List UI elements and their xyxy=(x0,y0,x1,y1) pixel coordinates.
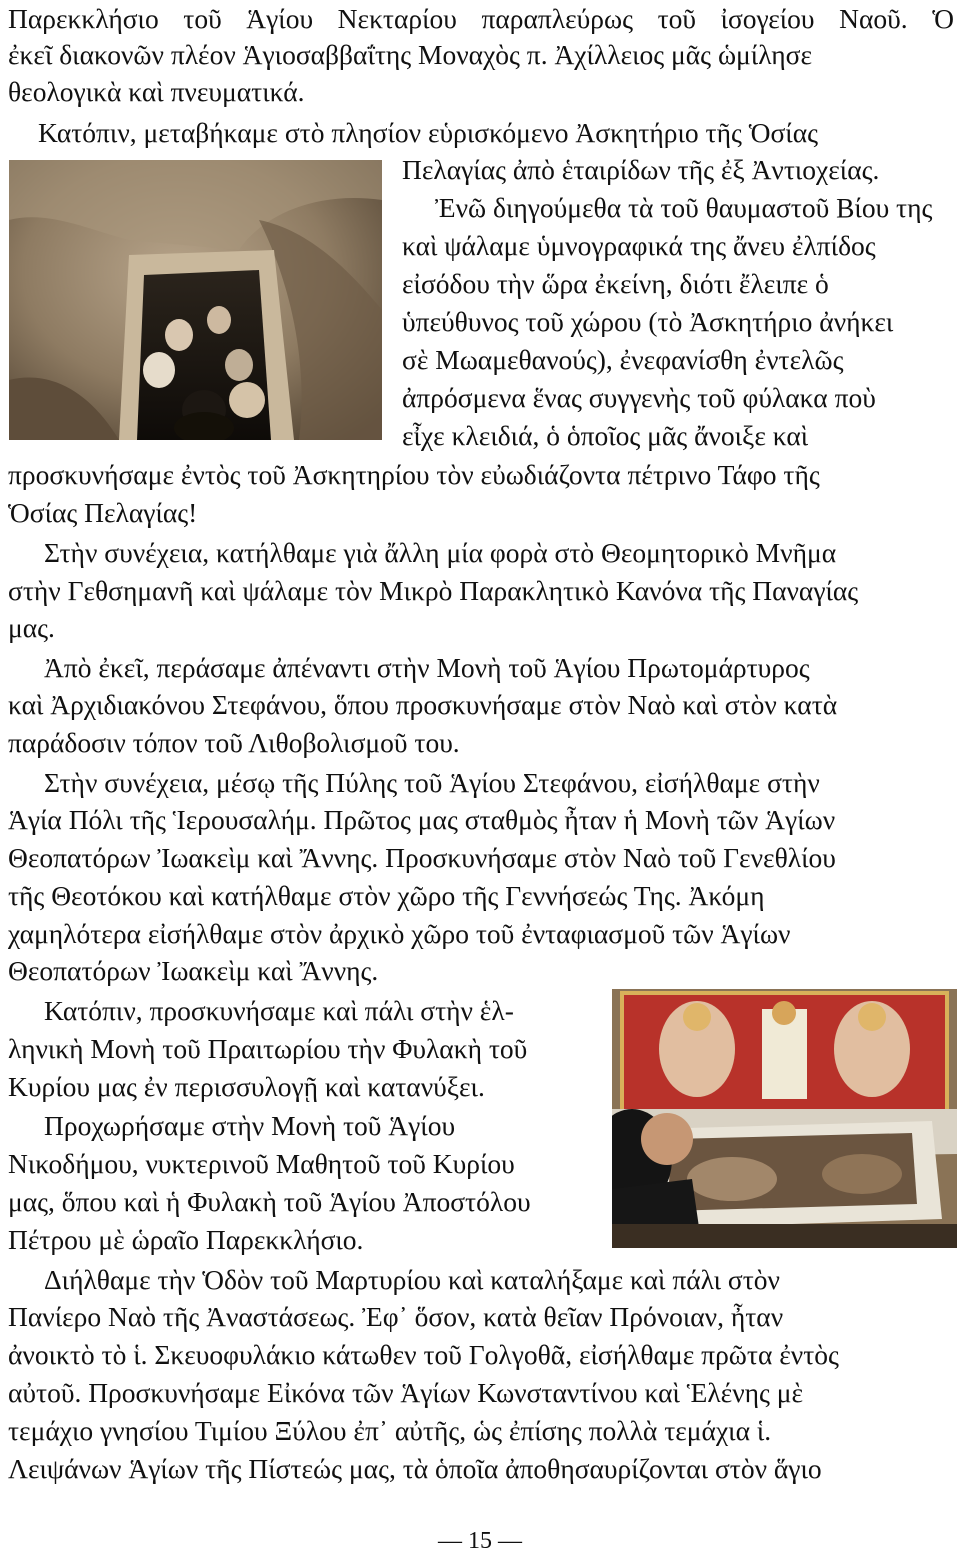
text-line xyxy=(8,1221,363,1259)
line-text: Κατόπιν, προσκυνήσαμε καὶ πάλι στὴν ἑλ- xyxy=(44,995,514,1026)
cave-photo xyxy=(9,160,382,440)
line-text: τεμάχιο γνησίου Τιμίου Ξύλου ἐπ᾽ αὐτῆς, ὡς ἐπίσης πολλὰ τεμάχια ἱ. xyxy=(8,1415,772,1446)
line-text: Προχωρήσαμε στὴν Μονὴ τοῦ Ἁγίου xyxy=(44,1110,456,1141)
line-text: προσκυνήσαμε ἐντὸς τοῦ Ἀσκητηρίου τὸν εὐωδιάζοντα πέτρινο Τάφο τῆς xyxy=(8,459,820,490)
text-line xyxy=(402,379,954,417)
text-line xyxy=(8,1030,596,1068)
text-line xyxy=(44,1107,596,1145)
text-line xyxy=(402,303,954,341)
text-line xyxy=(38,114,954,152)
text-line xyxy=(8,36,954,74)
line-text: τῆς Θεοτόκου καὶ κατήλθαμε στὸν χῶρο τῆς Γεννήσεώς Της. Ἀκόμη xyxy=(8,880,765,911)
text-line xyxy=(8,1412,954,1450)
line-text: ληνικὴ Μονὴ τοῦ Πραιτωρίου τὴν Φυλακὴ τοῦ xyxy=(8,1033,528,1064)
line-text: θεολογικὰ καὶ πνευματικά. xyxy=(8,76,305,107)
text-line xyxy=(402,151,879,189)
text-line xyxy=(8,1145,596,1183)
line-text: Στὴν συνέχεια, κατήλθαμε γιὰ ἄλλη μία φορὰ στὸ Θεομητορικὸ Μνῆμα xyxy=(44,537,837,568)
text-line xyxy=(8,609,55,647)
text-line xyxy=(8,724,460,762)
line-text: μας, ὅπου καὶ ἡ Φυλακὴ τοῦ Ἁγίου Ἀποστόλου xyxy=(8,1186,531,1217)
line-text: Κατόπιν, μεταβήκαμε στὸ πλησίον εὑρισκόμενο Ἀσκητήριο τῆς Ὁσίας xyxy=(38,117,819,148)
text-line xyxy=(8,572,954,610)
line-text: Πέτρου μὲ ὡραῖο Παρεκκλήσιο. xyxy=(8,1224,364,1255)
line-text: ἀπρόσμενα ἕνας συγγενὴς τοῦ φύλακα ποὺ xyxy=(402,382,876,413)
text-line xyxy=(8,686,954,724)
text-line xyxy=(8,1450,954,1488)
line-text: Ἁγία Πόλι τῆς Ἱερουσαλήμ. Πρῶτος μας σταθμὸς ἦταν ἡ Μονὴ τῶν Ἁγίων xyxy=(8,804,836,835)
line-text: ὑπεύθυνος τοῦ χώρου (τὸ Ἀσκητήριο ἀνήκει xyxy=(402,306,894,337)
text-line xyxy=(44,1261,954,1299)
text-line xyxy=(8,952,378,990)
text-line xyxy=(8,877,954,915)
mosaic-photo xyxy=(612,989,957,1248)
line-text: ἀνοικτὸ τὸ ἱ. Σκευοφυλάκιο κάτωθεν τοῦ Γολγοθᾶ, εἰσήλθαμε πρῶτα ἐντὸς xyxy=(8,1339,839,1370)
line-text: Νικοδήμου, νυκτερινοῦ Μαθητοῦ τοῦ Κυρίου xyxy=(8,1148,515,1179)
text-line xyxy=(8,494,197,532)
line-text: Θεοπατόρων Ἰωακεὶμ καὶ Ἄννης. Προσκυνήσαμε στὸν Ναὸ τοῦ Γενεθλίου xyxy=(8,842,836,873)
text-line xyxy=(8,839,954,877)
line-text: σὲ Μωαμεθανούς), ἐνεφανίσθη ἐντελῶς xyxy=(402,344,844,375)
line-text: Πανίερο Ναὸ τῆς Ἀναστάσεως. Ἐφ᾽ ὅσον, κατὰ θεῖαν Πρόνοιαν, ἦταν xyxy=(8,1301,784,1332)
line-text: παράδοσιν τόπον τοῦ Λιθοβολισμοῦ του. xyxy=(8,727,460,758)
photo-cave-entrance-icon xyxy=(9,160,382,440)
text-line xyxy=(8,1298,954,1336)
text-line xyxy=(8,1336,954,1374)
text-line xyxy=(8,0,954,38)
line-text: Διήλθαμε τὴν Ὁδὸν τοῦ Μαρτυρίου καὶ καταλήξαμε καὶ πάλι στὸν xyxy=(44,1264,780,1295)
line-text: καὶ ψάλαμε ὑμνογραφικά της ἄνευ ἐλπίδος xyxy=(402,230,876,261)
text-line xyxy=(402,265,954,303)
text-line xyxy=(44,764,954,802)
line-text: στὴν Γεθσημανῆ καὶ ψάλαμε τὸν Μικρὸ Παρακλητικὸ Κανόνα τῆς Παναγίας xyxy=(8,575,859,606)
line-text: καὶ Ἀρχιδιακόνου Στεφάνου, ὅπου προσκυνήσαμε στὸν Ναὸ καὶ στὸν κατὰ xyxy=(8,689,838,720)
text-line xyxy=(402,341,954,379)
line-text: εἶχε κλειδιά, ὁ ὁποῖος μᾶς ἄνοιξε καὶ xyxy=(402,420,809,451)
line-text: ἐκεῖ διακονῶν πλέον Ἁγιοσαββαΐτης Μοναχὸς π. Ἀχίλλειος μᾶς ὡμίλησε xyxy=(8,39,813,70)
line-text: χαμηλότερα εἰσήλθαμε στὸν ἀρχικὸ χῶρο τοῦ ἐνταφιασμοῦ τῶν Ἁγίων xyxy=(8,918,791,949)
text-line xyxy=(402,417,954,455)
line-text: Πελαγίας ἀπὸ ἑταιρίδων τῆς ἐξ Ἀντιοχείας. xyxy=(402,154,880,185)
text-line xyxy=(44,649,954,687)
page-number: — 15 — xyxy=(438,1528,522,1554)
text-line xyxy=(44,534,954,572)
text-line xyxy=(8,1183,596,1221)
text-line xyxy=(8,915,954,953)
text-line xyxy=(8,801,954,839)
line-text: Ἐνῶ διηγούμεθα τὰ τοῦ θαυμαστοῦ Βίου της xyxy=(435,192,933,223)
text-line xyxy=(435,189,954,227)
text-line xyxy=(8,1068,485,1106)
line-text: Στὴν συνέχεια, μέσῳ τῆς Πύλης τοῦ Ἁγίου Στεφάνου, εἰσήλθαμε στὴν xyxy=(44,767,820,798)
photo-mosaic-tomb-icon xyxy=(612,989,957,1248)
text-line xyxy=(44,992,596,1030)
line-text: Παρεκκλήσιο τοῦ Ἁγίου Νεκταρίου παραπλεύρως τοῦ ἰσογείου Ναοῦ. Ὁ xyxy=(8,3,954,34)
line-text: αὐτοῦ. Προσκυνήσαμε Εἰκόνα τῶν Ἁγίων Κωνσταντίνου καὶ Ἑλένης μὲ xyxy=(8,1377,804,1408)
line-text: Ὁσίας Πελαγίας! xyxy=(8,497,198,528)
text-line xyxy=(8,456,954,494)
line-text: μας. xyxy=(8,612,55,643)
text-line xyxy=(8,73,305,111)
line-text: Θεοπατόρων Ἰωακεὶμ καὶ Ἄννης. xyxy=(8,955,379,986)
line-text: Κυρίου μας ἐν περισσυλογῇ καὶ κατανύξει. xyxy=(8,1071,485,1102)
line-text: Ἀπὸ ἐκεῖ, περάσαμε ἀπέναντι στὴν Μονὴ τοῦ Ἁγίου Πρωτομάρτυρος xyxy=(44,652,810,683)
line-text: εἰσόδου τὴν ὥρα ἐκείνη, διότι ἔλειπε ὁ xyxy=(402,268,829,299)
text-line xyxy=(8,1374,954,1412)
line-text: Λειψάνων Ἁγίων τῆς Πίστεώς μας, τὰ ὁποῖα ἀποθησαυρίζονται στὸν ἅγιο xyxy=(8,1453,822,1484)
text-line xyxy=(402,227,954,265)
